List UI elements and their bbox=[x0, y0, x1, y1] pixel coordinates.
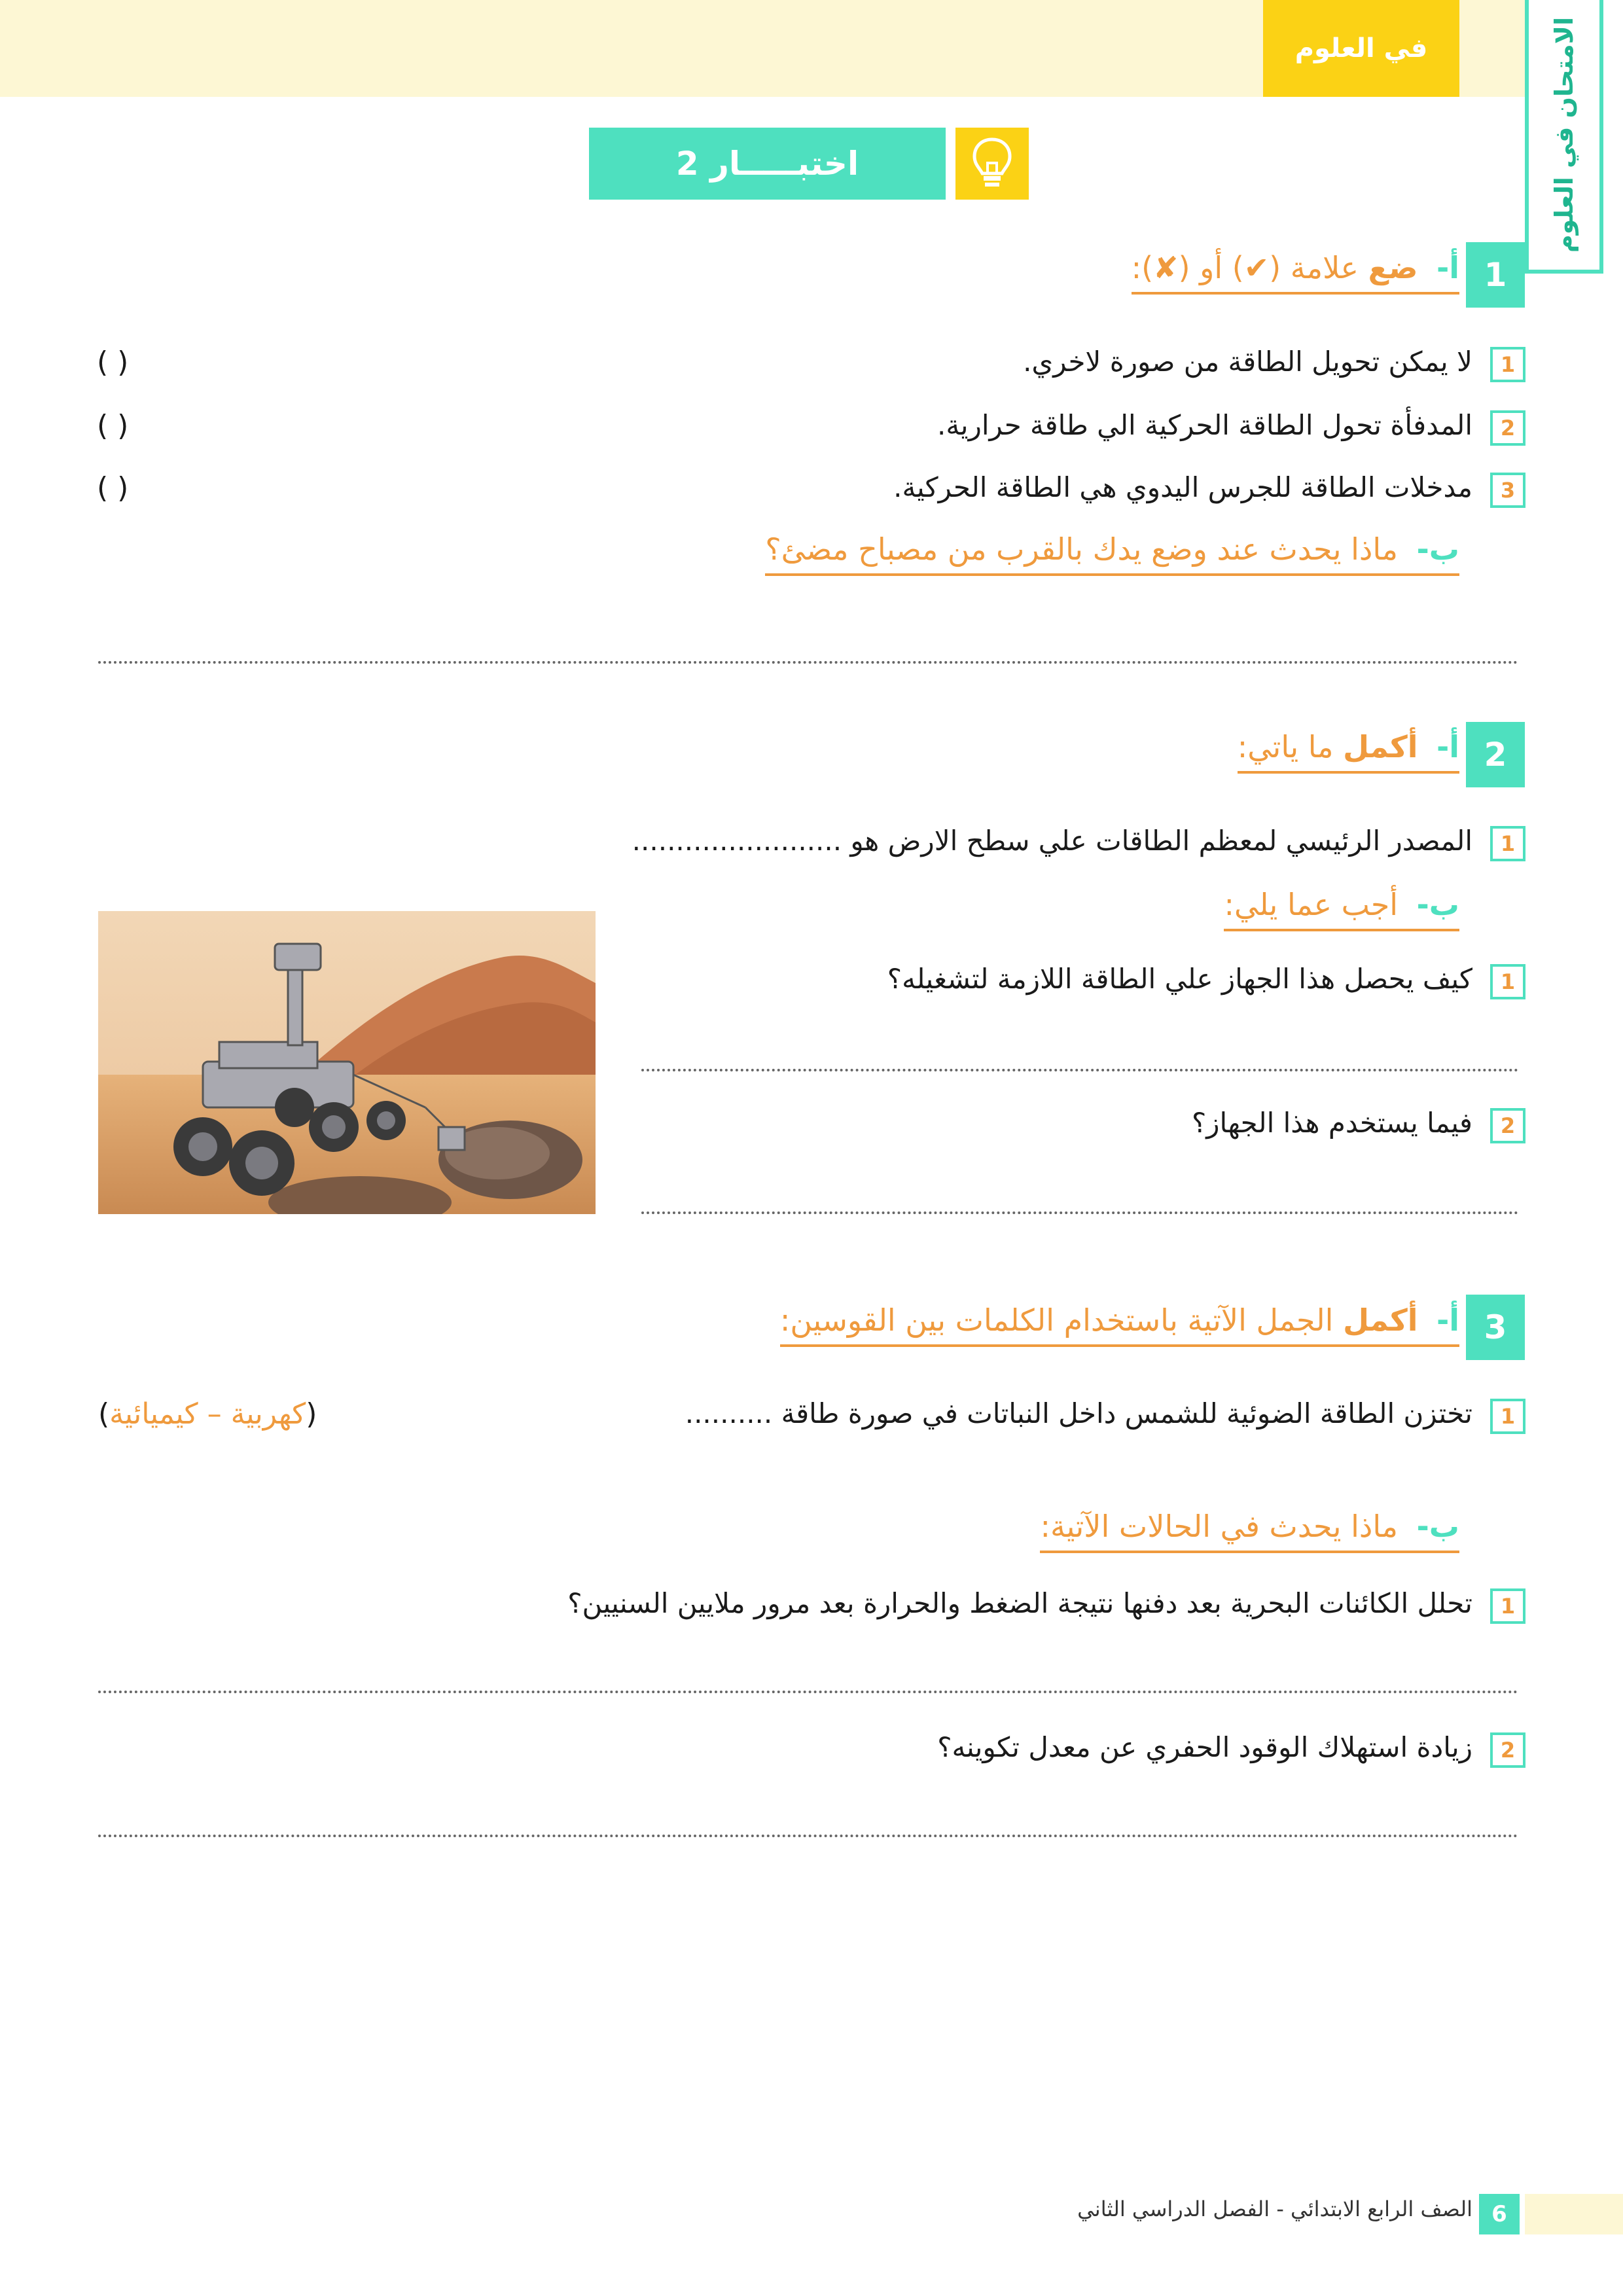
section-2-a-bold: أكمل bbox=[1343, 729, 1418, 764]
section-3-b-label: ب- bbox=[1416, 1509, 1459, 1544]
side-tab bbox=[1525, 0, 1603, 274]
section-1-b-label: ب- bbox=[1416, 531, 1459, 567]
s3-item-1-number: 1 bbox=[1490, 1399, 1525, 1434]
section-2-a-label: أ- bbox=[1436, 729, 1459, 764]
s1-item-1-number: 1 bbox=[1490, 347, 1525, 382]
section-3-number: 3 bbox=[1466, 1295, 1525, 1360]
s3-q-1-text: تحلل الكائنات البحرية بعد دفنها نتيجة الضغط والحرارة بعد مرور ملايين السنيين؟ bbox=[567, 1587, 1472, 1619]
section-3-a-label: أ- bbox=[1436, 1302, 1459, 1338]
section-1-b-text: ماذا يحدث عند وضع يدك بالقرب من مصباح مضئ؟ bbox=[765, 531, 1399, 567]
section-1-a-label: أ- bbox=[1436, 250, 1459, 285]
s3-item-1-text: تختزن الطاقة الضوئية للشمس داخل النباتات في صورة طاقة .......... bbox=[685, 1397, 1472, 1429]
s1-item-3-answer-box[interactable]: ( ) bbox=[97, 471, 129, 505]
section-3-a-heading bbox=[780, 1302, 1459, 1347]
s1-item-1-answer-box[interactable]: ( ) bbox=[97, 346, 129, 379]
s2-q-1-text: كيف يحصل هذا الجهاز علي الطاقة اللازمة لتشغيله؟ bbox=[887, 963, 1472, 995]
section-1-a-heading bbox=[1132, 250, 1459, 295]
exam-title: اختبـــــار 2 bbox=[589, 128, 946, 200]
side-tab-label: الامتحان في العلوم bbox=[1550, 16, 1578, 253]
footer-bar bbox=[1525, 2194, 1623, 2234]
section-3-a-bold: أكمل bbox=[1343, 1302, 1418, 1338]
section-3-b-text: ماذا يحدث في الحالات الآتية: bbox=[1040, 1509, 1399, 1544]
subject-label: في العلوم bbox=[1263, 0, 1459, 97]
answer-line[interactable] bbox=[98, 1835, 1518, 1837]
section-2-a-heading bbox=[1238, 729, 1459, 774]
s3-item-1-choices: (كهربية – كيميائية) bbox=[98, 1397, 317, 1431]
answer-line[interactable] bbox=[641, 1069, 1518, 1071]
section-3-b-heading bbox=[1040, 1509, 1459, 1553]
section-1-a-rest: علامة (✔) أو (✘): bbox=[1131, 250, 1359, 285]
s1-item-2-text: المدفأة تحول الطاقة الحركية الي طاقة حرارية. bbox=[937, 409, 1472, 441]
s3-q-2-number: 2 bbox=[1490, 1732, 1525, 1768]
section-1-number: 1 bbox=[1466, 242, 1525, 308]
s1-item-2-number: 2 bbox=[1490, 410, 1525, 446]
s3-q-1-number: 1 bbox=[1490, 1588, 1525, 1624]
s2-q-2-text: فيما يستخدم هذا الجهاز؟ bbox=[1191, 1107, 1472, 1139]
s2-q-1-number: 1 bbox=[1490, 964, 1525, 999]
section-1-b-heading bbox=[765, 531, 1459, 576]
section-2-b-text: أجب عما يلي: bbox=[1224, 887, 1399, 922]
section-2-b-heading bbox=[1224, 887, 1459, 931]
s1-item-2-answer-box[interactable]: ( ) bbox=[97, 409, 129, 442]
mars-rover-image bbox=[98, 911, 596, 1214]
s2-item-1-number: 1 bbox=[1490, 826, 1525, 861]
section-1-a-bold: ضع bbox=[1368, 250, 1418, 285]
s1-item-1-text: لا يمكن تحويل الطاقة من صورة لاخري. bbox=[1023, 346, 1472, 378]
s3-item-1-choices-text: كهربية – كيميائية bbox=[109, 1397, 306, 1431]
s2-item-1-text: المصدر الرئيسي لمعظم الطاقات علي سطح الارض هو ........................ bbox=[632, 825, 1472, 857]
s3-q-2-text: زيادة استهلاك الوقود الحفري عن معدل تكوينه؟ bbox=[937, 1731, 1472, 1763]
answer-line[interactable] bbox=[641, 1211, 1518, 1214]
answer-line[interactable] bbox=[98, 1691, 1518, 1693]
s1-item-3-number: 3 bbox=[1490, 473, 1525, 508]
section-2-b-label: ب- bbox=[1416, 887, 1459, 922]
section-2-number: 2 bbox=[1466, 722, 1525, 787]
page-number: 6 bbox=[1479, 2194, 1520, 2234]
answer-line[interactable] bbox=[98, 661, 1518, 664]
lightbulb-icon bbox=[955, 128, 1029, 200]
section-3-a-rest: الجمل الآتية باستخدام الكلمات بين القوسين: bbox=[779, 1302, 1334, 1338]
footer-text: الصف الرابع الابتدائي - الفصل الدراسي الثاني bbox=[1077, 2197, 1472, 2221]
s1-item-3-text: مدخلات الطاقة للجرس اليدوي هي الطاقة الحركية. bbox=[893, 471, 1472, 503]
section-2-a-rest: ما ياتي: bbox=[1237, 729, 1334, 764]
s2-q-2-number: 2 bbox=[1490, 1108, 1525, 1143]
